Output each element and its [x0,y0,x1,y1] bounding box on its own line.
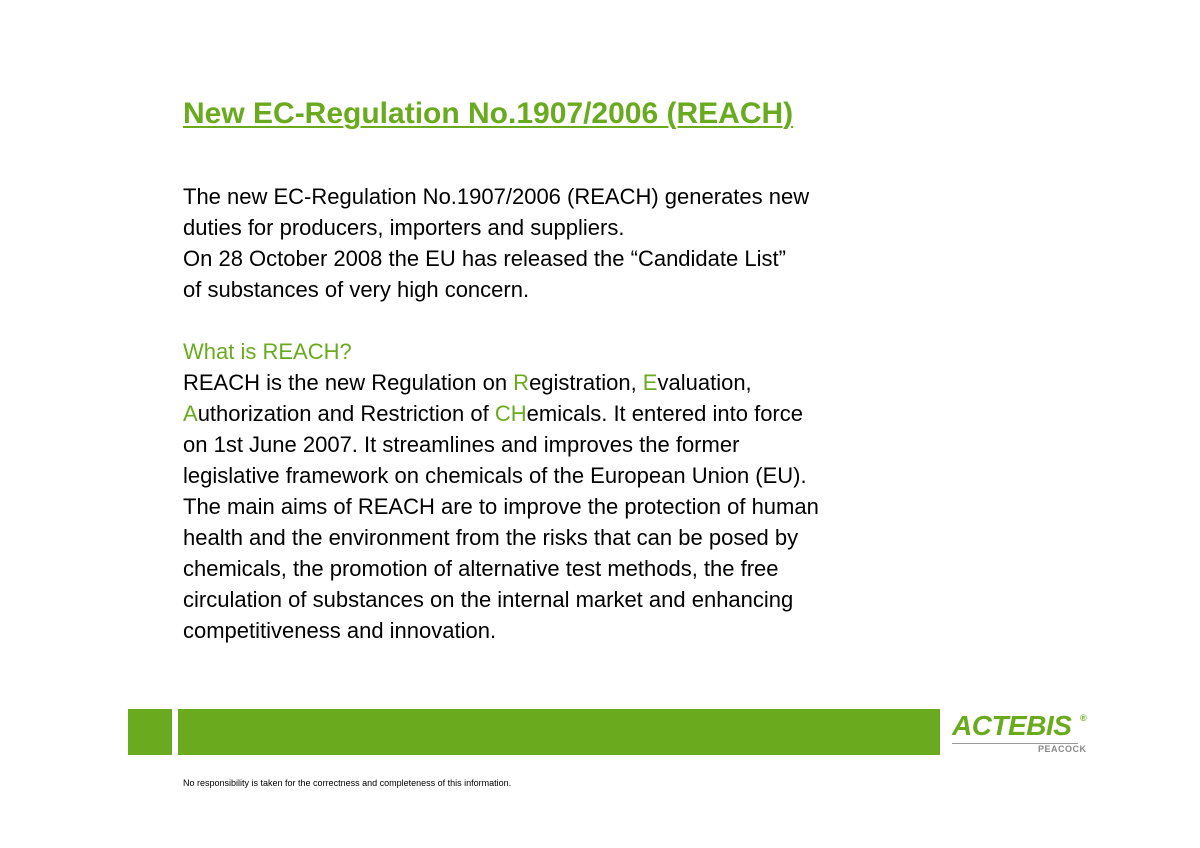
section-heading: What is REACH? [183,339,352,364]
intro-paragraph [183,181,943,305]
logo-subtitle: PEACOCK [1038,744,1087,754]
reach-line [183,367,943,398]
intro-line: The new EC-Regulation No.1907/2006 (REACH) generates new [183,184,810,209]
registered-mark: ® [1080,713,1087,723]
reach-line: The main aims of REACH are to improve the protection of human [183,494,819,519]
disclaimer: No responsibility is taken for the correctness and completeness of this information. [183,778,512,788]
acronym-letters-ch: CH [494,401,527,426]
acronym-letter-e: E [642,370,658,395]
actebis-logo [952,711,1092,755]
reach-line: on 1st June 2007. It streamlines and improves the former [183,432,740,457]
text-segment: REACH is the new Regulation on [183,370,514,395]
logo-wordmark: ACTEBIS [952,710,1072,741]
intro-line: of substances of very high concern. [183,277,530,302]
reach-line: circulation of substances on the internal market and enhancing [183,587,794,612]
acronym-letter-r: R [513,370,530,395]
reach-line: chemicals, the promotion of alternative test methods, the free [183,556,779,581]
text-segment: uthorization and Restriction of [197,401,495,426]
footer-accent-bar [178,709,940,755]
page-title: New EC-Regulation No.1907/2006 (REACH) [183,97,794,130]
footer-accent-square [128,709,172,755]
intro-line: On 28 October 2008 the EU has released the “Candidate List” [183,246,786,271]
reach-line [183,398,943,429]
reach-line: competitiveness and innovation. [183,618,497,643]
what-is-reach-section [183,336,943,646]
reach-line: legislative framework on chemicals of the European Union (EU). [183,463,807,488]
text-segment: emicals. It entered into force [526,401,803,426]
text-segment: egistration, [529,370,643,395]
intro-line: duties for producers, importers and suppliers. [183,215,625,240]
text-segment: valuation, [657,370,752,395]
reach-line: health and the environment from the risks that can be posed by [183,525,799,550]
acronym-letter-a: A [183,401,198,426]
